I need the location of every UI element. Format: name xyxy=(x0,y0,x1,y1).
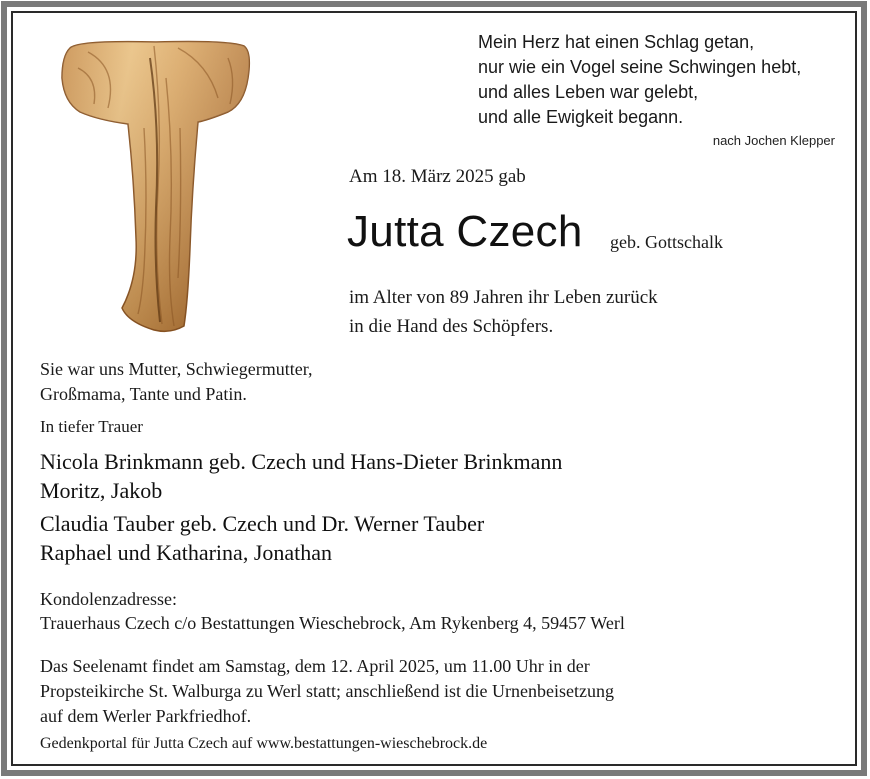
family-group xyxy=(40,509,484,567)
requiem-line: auf dem Werler Parkfriedhof. xyxy=(40,706,252,726)
age-line: im Alter von 89 Jahren ihr Leben zurück xyxy=(349,287,658,308)
condolence-text: Trauerhaus Czech c/o Bestattungen Wieschebrock, Am Rykenberg 4, 59457 Werl xyxy=(40,613,625,633)
family-line: Nicola Brinkmann geb. Czech und Hans-Dieter Brinkmann xyxy=(40,449,563,474)
age-statement xyxy=(349,283,658,341)
poem-line: nur wie ein Vogel seine Schwingen hebt, xyxy=(478,57,802,77)
relationship-description xyxy=(40,357,313,407)
condolence-label: Kondolenzadresse: xyxy=(40,589,177,609)
poem-line: und alles Leben war gelebt, xyxy=(478,82,699,102)
requiem-line: Propsteikirche St. Walburga zu Werl statt; anschließend ist die Urnenbeisetzung xyxy=(40,681,614,701)
family-line: Moritz, Jakob xyxy=(40,478,163,503)
family-line: Raphael und Katharina, Jonathan xyxy=(40,540,333,565)
description-line: Sie war uns Mutter, Schwiegermutter, xyxy=(40,359,313,379)
mourning-label: In tiefer Trauer xyxy=(40,417,143,436)
age-line: in die Hand des Schöpfers. xyxy=(349,316,554,337)
poem-line: und alle Ewigkeit begann. xyxy=(478,107,684,127)
requiem-line: Das Seelenamt findet am Samstag, dem 12. April 2025, um 11.00 Uhr in der xyxy=(40,656,590,676)
description-line: Großmama, Tante und Patin. xyxy=(40,384,247,404)
poem-line: Mein Herz hat einen Schlag getan, xyxy=(478,32,755,52)
condolence-address xyxy=(40,587,625,635)
announcement-intro: Am 18. März 2025 gab xyxy=(349,166,526,187)
family-line: Claudia Tauber geb. Czech und Dr. Werner Tauber xyxy=(40,511,485,536)
maiden-name: geb. Gottschalk xyxy=(610,232,723,252)
poem-attribution: nach Jochen Klepper xyxy=(712,133,835,148)
deceased-name: Jutta Czech xyxy=(347,207,583,256)
tau-cross-icon xyxy=(58,38,254,334)
memorial-portal-link[interactable]: Gedenkportal für Jutta Czech auf www.bestattungen-wieschebrock.de xyxy=(40,735,488,752)
family-group xyxy=(40,447,562,505)
requiem-info xyxy=(40,654,614,729)
poem xyxy=(478,30,801,130)
